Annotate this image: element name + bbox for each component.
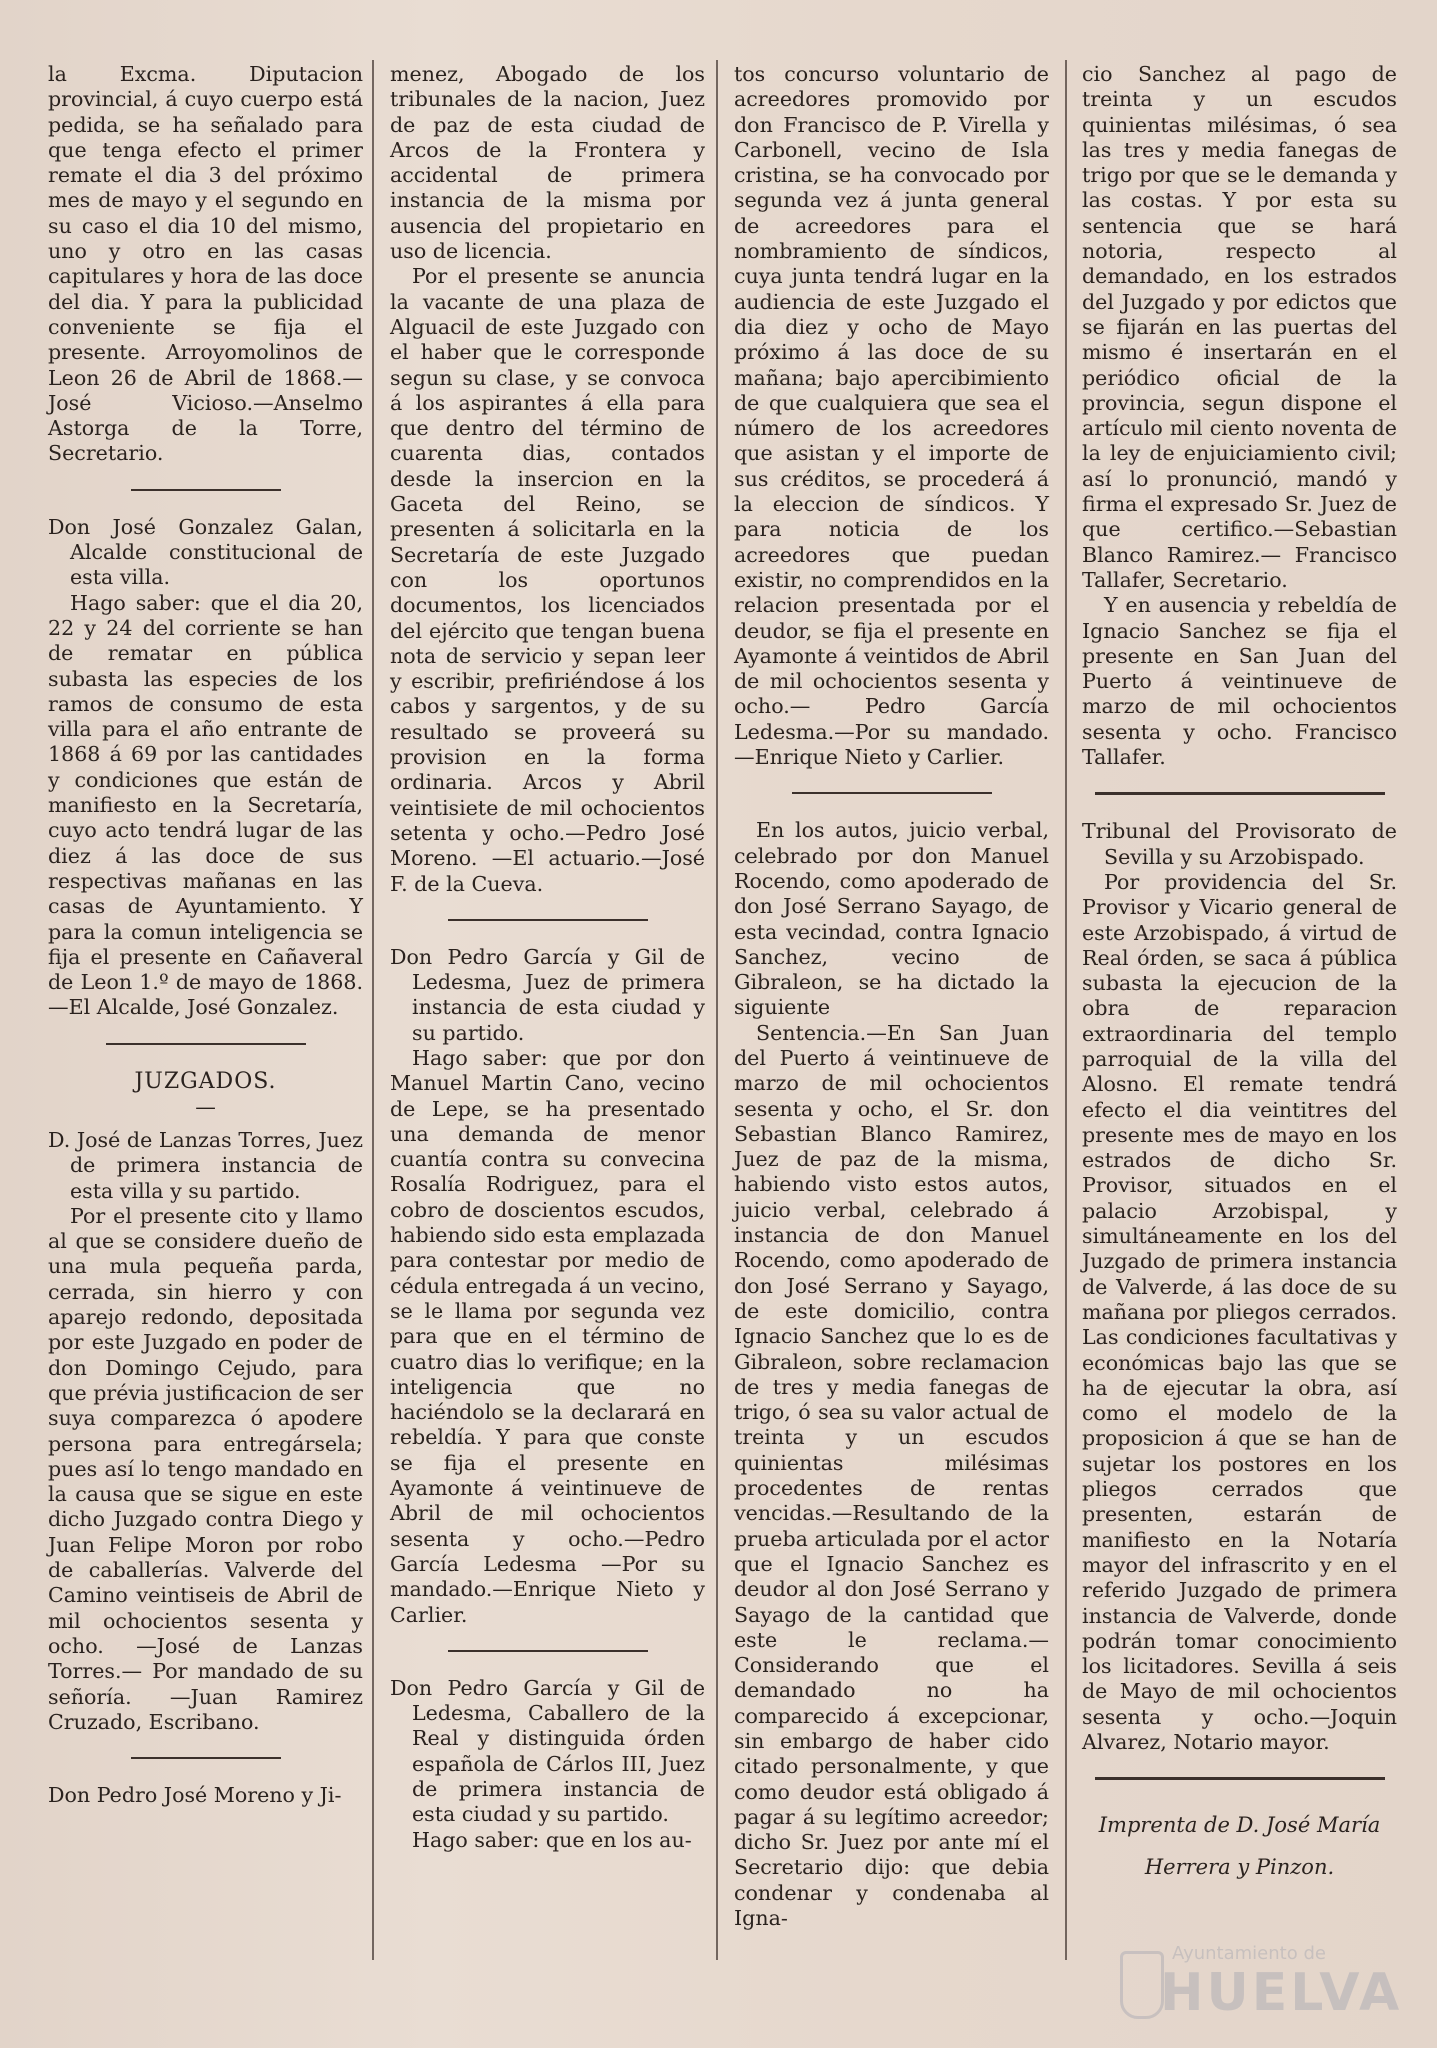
section-title-juzgados: JUZGADOS. bbox=[134, 1068, 277, 1094]
notice-valverde: Por el presente cito y llamo al que se considere dueño de una mula pequeña parda, cerrada, sin hierro y con aparejo redondo, depositada por este Juzgado en poder de don Domingo Cejudo, para que prévia justificacion de ser suya comparezca ó apodere persona para entregársela; pues así lo tengo mandado en la causa que se sigue en este dicho Juzgado contra Diego y Juan Felipe Moron por robo de caballerías. Valverde del Camino veintiseis de Abril de mil ochocientos sesenta y ocho. —José de Lanzas Torres.— Por mandado de su señoría. —Juan Ramirez Cruzado, Escribano. bbox=[48, 1203, 363, 1734]
section-divider bbox=[448, 1650, 648, 1652]
notice-moreno-start: Don Pedro José Moreno y Ji- bbox=[48, 1783, 342, 1808]
notice-heading-provisorato: Tribunal del Provisorato de Sevilla y su Arzobispado. bbox=[1082, 819, 1397, 869]
notice-heading-alcalde: Don José Gonzalez Galan, Alcalde constitucional de esta villa. bbox=[48, 514, 363, 590]
section-divider bbox=[131, 489, 281, 491]
column-divider bbox=[1065, 60, 1067, 1960]
notice-lepe: Hago saber: que por don Manuel Martin Cano, vecino de Lepe, se ha presentado una demanda de menor cuantía contra su convecina Rosalía Rodriguez, para el cobro de doscientos escudos, habiendo sido esta emplazada para contestar por medio de cédula entregada á un vecino, se le llama por segunda vez para que en el término de cuatro dias lo verifique; en la inteligencia que no haciéndolo se la declarará en rebeldía. Y para que conste se fija el presente en Ayamonte á veintinueve de Abril de mil ochocientos sesenta y ocho.—Pedro García Ledesma —Por su mandado.—Enrique Nieto y Carlier. bbox=[390, 1045, 705, 1627]
notice-alosno: Por providencia del Sr. Provisor y Vicario general de este Arzobispado, á virtud de Real órden, se saca á pública subasta la ejecucion de la obra de reparacion extraordinaria del templo parroquial de la villa del Alosno. El remate tendrá efecto el dia veintitres del presente mes de mayo en los estrados de dicho Sr. Provisor, situados en el palacio Arzobispal, y simultáneamente en los del Juzgado de primera instancia de Valverde, á las doce de su mañana por pliegos cerrados. Las condiciones facultativas y económicas bajo las que se ha de ejecutar la obra, así como el modelo de la proposicion á que se han de sujetar los postores en los pliegos cerrados que presenten, estarán de manifiesto en la Notaría mayor del infrascrito y en el referido Juzgado de primera instancia de Valverde, donde podrán tomar conocimiento los licitadores. Sevilla á seis de Mayo de mil ochocientos sesenta y ocho.—Joquin Alvarez, Notario mayor. bbox=[1082, 869, 1397, 1754]
column-3 bbox=[734, 62, 1049, 1931]
column-1 bbox=[48, 62, 363, 1808]
notice-sentencia: Sentencia.—En San Juan del Puerto á veintinueve de marzo de mil ochocientos sesenta y ocho, el Sr. don Sebastian Blanco Ramirez, Juez de paz de la misma, habiendo visto estos autos, juicio verbal, celebrado á instancia de don Manuel Rocendo, como apoderado de don José Serrano y Sayago, de este domicilio, contra Ignacio Sanchez que lo es de Gibraleon, sobre reclamacion de tres y media fanegas de trigo, ó sea su valor actual de treinta y un escudos quinientas milésimas procedentes de rentas vencidas.—Resultando de la prueba articulada por el actor que el Ignacio Sanchez es deudor al don José Serrano y Sayago de la cantidad que este le reclama.—Considerando que el demandado no ha comparecido á excepcionar, sin embargo de haber cido citado personalmente, y que como deudor está obligado á pagar á su legítimo acreedor; dicho Sr. Juez por ante mí el Secretario dijo: que debia condenar y condenaba al Igna- bbox=[734, 1020, 1049, 1931]
section-divider bbox=[1095, 1777, 1385, 1780]
title-dash: — bbox=[195, 1094, 216, 1119]
notice-rebeldia: Y en ausencia y rebeldía de Ignacio Sanchez se fija el presente en San Juan del Puerto á veintinueve de marzo de mil ochocientos sesenta y ocho. Francisco Tallafer. bbox=[1082, 593, 1397, 770]
section-divider bbox=[106, 1043, 306, 1045]
section-divider bbox=[448, 919, 648, 921]
notice-concurso: tos concurso voluntario de acreedores promovido por don Francisco de P. Virella y Carbonell, vecino de Isla cristina, se ha convocado por segunda vez á junta general de acreedores para el nombramiento de síndicos, cuya junta tendrá lugar en la audiencia de este Juzgado el dia diez y ocho de Mayo próximo á las doce de su mañana; bajo apercibimiento de que cualquiera que sea el número de los acreedores que asistan y el importe de sus créditos, se procederá á la eleccion de síndicos. Y para noticia de los acreedores que puedan existir, no comprendidos en la relacion presentada por el deudor, se fija el presente en Ayamonte á veintidos de Abril de mil ochocientos sesenta y ocho.— Pedro García Ledesma.—Por su mandado.—Enrique Nieto y Carlier. bbox=[734, 62, 1049, 770]
section-divider bbox=[131, 1757, 281, 1759]
column-4 bbox=[1082, 62, 1397, 1888]
notice-heading-garcia-caballero: Don Pedro García y Gil de Ledesma, Caballero de la Real y distinguida órden española de Cárlos III, Juez de primera instancia de esta ciudad y su partido. bbox=[390, 1675, 705, 1827]
printer-imprint: Imprenta de D. José María Herrera y Pinzon. bbox=[1098, 1813, 1381, 1880]
notice-heading-garcia: Don Pedro García y Gil de Ledesma, Juez de primera instancia de esta ciudad y su partido. bbox=[390, 944, 705, 1045]
notice-arcos: Por el presente se anuncia la vacante de una plaza de Alguacil de este Juzgado con el haber que le corresponde segun su clase, y se convoca á los aspirantes á ella para que dentro del término de cuarenta dias, contados desde la insercion en la Gaceta del Reino, se presenten á solicitarla en la Secretaría de este Juzgado con los oportunos documentos, los licenciados del ejército que tengan buena nota de servicio y sepan leer y escribir, prefiriéndose á los cabos y sargentos, y de su resultado se proveerá su provision en la forma ordinaria. Arcos y Abril veintisiete de mil ochocientos setenta y ocho.—Pedro José Moreno. —El actuario.—José F. de la Cueva. bbox=[390, 264, 705, 896]
notice-heading-lanzas: D. José de Lanzas Torres, Juez de primera instancia de esta villa y su partido. bbox=[48, 1127, 363, 1203]
notice-concurso-start: Hago saber: que en los au- bbox=[412, 1827, 692, 1852]
notice-juicio-verbal: En los autos, juicio verbal, celebrado por don Manuel Rocendo, como apoderado de don José Serrano Sayago, de esta vecindad, contra Ignacio Sanchez, vecino de Gibraleon, se ha dictado la siguiente bbox=[734, 818, 1049, 1020]
column-divider bbox=[716, 60, 718, 1960]
notice-canaveral: Hago saber: que el dia 20, 22 y 24 del corriente se han de rematar en pública subasta las especies de los ramos de consumo de esta villa para el año entrante de 1868 á 69 por las cantidades y condiciones que están de manifiesto en la Secretaría, cuyo acto tendrá lugar de las diez á las doce de sus respectivas mañanas en las casas de Ayuntamiento. Y para la comun inteligencia se fija el presente en Cañaveral de Leon 1.º de mayo de 1868.—El Alcalde, José Gonzalez. bbox=[48, 590, 363, 1020]
watermark-line1: Ayuntamiento de bbox=[1172, 1943, 1326, 1964]
notice-sentencia-continued: cio Sanchez al pago de treinta y un escudos quinientas milésimas, ó sea las tres y media fanegas de trigo por que se le demanda y las costas. Y por esta su sentencia que se hará notoria, respecto al demandado, en los estrados del Juzgado y por edictos que se fijarán en las puertas del mismo é insertarán en el periódico oficial de la provincia, segun dispone el artículo mil ciento noventa de la ley de enjuiciamiento civil; así lo pronunció, mandó y firma el expresado Sr. Juez de que certifico.—Sebastian Blanco Ramirez.— Francisco Tallafer, Secretario. bbox=[1082, 62, 1397, 592]
column-2 bbox=[390, 62, 705, 1853]
watermark-line2: HUELVA bbox=[1160, 1963, 1403, 2023]
section-divider bbox=[792, 792, 992, 794]
archive-watermark bbox=[1120, 1905, 1420, 2035]
section-divider bbox=[1095, 792, 1385, 795]
seal-icon bbox=[1120, 1951, 1164, 2019]
column-divider bbox=[372, 60, 374, 1960]
notice-arroyomolinos: la Excma. Diputacion provincial, á cuyo cuerpo está pedida, se ha señalado para que tenga efecto el primer remate el dia 3 del próximo mes de mayo y el segundo en su caso el dia 10 del mismo, uno y otro en las casas capitulares y hora de las doce del dia. Y para la publicidad conveniente se fija el presente. Arroyomolinos de Leon 26 de Abril de 1868.—José Vicioso.—Anselmo Astorga de la Torre, Secretario. bbox=[48, 62, 363, 466]
notice-arcos-heading: menez, Abogado de los tribunales de la nacion, Juez de paz de esta ciudad de Arcos de la Frontera y accidental de primera instancia de la misma por ausencia del propietario en uso de licencia. bbox=[390, 62, 705, 264]
